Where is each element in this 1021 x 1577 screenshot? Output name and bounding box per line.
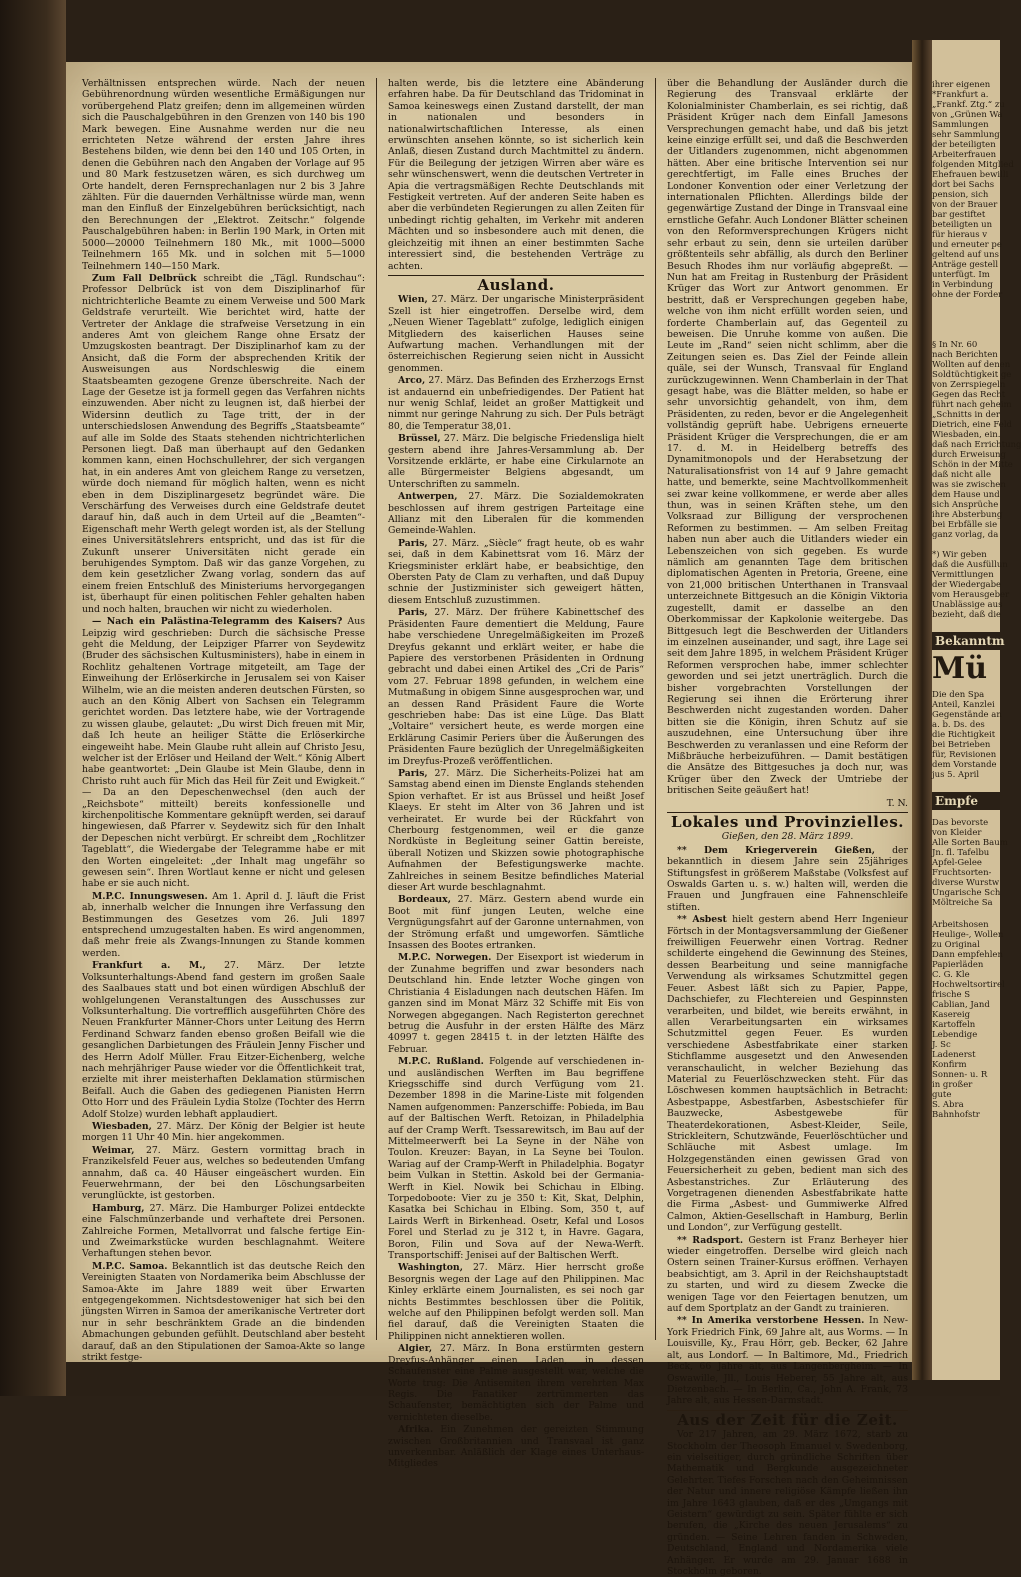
- article-lead: Hamburg,: [92, 1202, 145, 1214]
- article-weimar: [82, 1145, 365, 1202]
- adjacent-text-line: Kartoffeln: [932, 1020, 976, 1030]
- article-hamburg: [82, 1203, 365, 1260]
- article-text: 27. März. Die Sicherheits-Polizei hat am Samstag abend einen im Dienste Englands stehenden Spion verhaftet. Er ist aus Brüssel und heißt Josef Klaeys. Er steht im Alter von 36 Jahren und ist verheiratet. Er wurde bei der Rückfahrt von Cherbourg festgenommen, weil er die ganze Nordküste in Begleitung seiner Gattin bereiste, überall Notizen und Skizzen sowie photographische Aufnahmen der Befestigungswerke machte. Zahlreiches in seinem Besitze befindliches Material dieser Art wurde beschlagnahmt.: [388, 767, 644, 894]
- article-asbest: [667, 914, 908, 1233]
- article-text: 27. März. Gestern vormittag brach in Franzikelsfeld Feuer aus, welches so bedeutenden Umfang annahm, daß ca. 40 Häuser eingeäschert wurden. Ein Feuerwehrmann, der bei den Löschungsarbeiten verunglückte, ist gestorben.: [82, 1144, 365, 1202]
- adjacent-text-line: bei Betrieben: [932, 740, 991, 750]
- adjacent-text-line: Konfirm: [932, 1060, 967, 1070]
- article-lead: Algier,: [398, 1343, 433, 1355]
- adjacent-text-line: dem Vorstande: [932, 760, 997, 770]
- adjacent-text-line: *Frankfurt a.: [932, 90, 989, 100]
- article-text: Am 1. April d. J. läuft die Frist ab, innerhalb welcher die Innungen ihre Verfassung den Bestimmungen des Gesetzes vom 26. Juli 1897 entsprechend umzugestalten haben. Es wird angenommen, daß mehr freie als Zwangs-Innungen zu Stande kommen werden.: [82, 890, 365, 959]
- article-swedenborg: Vor 217 Jahren, am 29. März 1672, starb zu Stockholm der Theosoph Emanuel v. Swedenborg, ein vielseitiger, durch gründliche Schriften über Mathematik und Bergkunde ausgezeichneter Gelehrter. Tiefes Forschen nach den Geheimnissen der Natur und innere religiöse Kämpfe ließen ihn im Jahre 1643 glauben, daß er des „Umgangs mit Geistern“ gewürdigt zu sein. Später fühlte er sich berufen, die „Kirche des neuen Jerusalems“ zu gründen. — Seine Lehren fanden in Schweden, Deutschland, England und Nordamerika viele Anhänger. Er wurde am 29. Januar 1688 in Stockholm geboren.: [667, 1429, 908, 1577]
- adjacent-text-line: und erneuter pe: [932, 240, 1002, 250]
- article-text: In New-York Friedrich Fink, 69 Jahre alt, aus Worms. — In Louisville, Ky., Frau Hörr, geb. Becker, 62 Jahre alt, aus Londorf. — In Baltimore, Md., Friedrich Beck, 66 Jahre alt, aus Langenbergheim. — In Oswawille, Jll., Louis Heberer, 55 Jahre alt, aus Dietzenbach. — In Berlin, Ca., John A. Frank, 73 Jahre alt, aus Hessen-Darmstadt.: [667, 1315, 908, 1407]
- article-frankfurt: [82, 960, 365, 1120]
- article-wien: [388, 294, 644, 374]
- dateline: Gießen, den 28. März 1899.: [721, 831, 854, 843]
- article-text: Ein Zunehmen der gereizten Stimmung zwischen Großbritannien und Transvaal ist ganz unverkennbar. Anläßlich der Klage eines Unterhaus-Mitgliedes: [388, 1424, 644, 1470]
- adjacent-text-line: Soldtüchtigkeit ge: [932, 370, 1012, 380]
- adjacent-text-line: für hieraus v: [932, 230, 988, 240]
- adjacent-text-line: was sie zwischen: [932, 480, 1006, 490]
- left-binding-shadow: [0, 0, 66, 1396]
- article-delbrueck: [82, 273, 365, 615]
- article-paris-1: [388, 538, 644, 606]
- adjacent-text-line: Arbeitshosen: [932, 920, 989, 930]
- article-text: der bekanntlich in diesem Jahre sein 25jähriges Stiftungsfest in größerem Maßstabe (Volksfest auf Oswalds Garten u. s. w.) halten will, werden die Frauen und Jungfrauen eine Fahnenschleife stiften.: [667, 844, 908, 913]
- article-text: 27. März. Die Hamburger Polizei entdeckte eine Falschmünzerbande und verhaftete drei Personen. Zahlreiche Formen, Metallvorrat und falsche fertige Ein- und Zweimarkstücke wurden beschlagnahmt. Weitere Verhaftungen stehen bevor.: [82, 1202, 365, 1260]
- article-lead: — Nach ein Palästina-Telegramm des Kaisers?: [92, 616, 343, 628]
- article-lead: M.P.C. Rußland.: [398, 1056, 484, 1068]
- article-signature: T. N.: [886, 797, 908, 809]
- adjacent-text-line: ganz vorlag, da: [932, 530, 999, 540]
- adjacent-text-line: jus 5. April: [932, 770, 980, 780]
- adjacent-text-line: Vermittlungen: [932, 570, 994, 580]
- adjacent-text-line: durch Erweisung: [932, 450, 1006, 460]
- article-antwerpen: [388, 491, 644, 537]
- adjacent-text-line: S. Abra: [932, 1100, 964, 1110]
- adjacent-text-line: Cablian, Jand: [932, 1000, 990, 1010]
- adjacent-page-strip: [932, 40, 1021, 1380]
- article-innungswesen: [82, 891, 365, 959]
- article-norwegen: [388, 952, 644, 1055]
- article-text: Folgende auf verschiedenen in- und ausländischen Werften im Bau begriffene Kriegsschiffe sind durch Verfügung vom 21. Dezember 1898 in die Marine-Liste mit folgenden Namen aufgenommen: Panzerschiffe: Pobieda, im Bau auf der Baltischen Werft. Retoizan, in Philadelphia auf der Cramp Werft. Tsessarewitsch, im Bau auf der Mittelmeerwerft bei La Seyne in der Nähe von Toulon. Kreuzer: Bayan, in La Seyne bei Toulon. Wariag auf der Cramp-Werft in Philadelphia. Bogatyr beim Vulkan in Stettin. Askold bei der Germania-Werft in Kiel. Nowik bei Schichau in Elbing. Torpedoboote: Vier zu je 350 t: Kit, Skat, Delphin, Kasatka bei Schichau in Elbing. Som, 350 t, auf Lairds Werft in Birkenhead. Osetr, Kefal und Losos Forel und Sterlad zu je 312 t, in Havre. Gagara, Boron, Filin und Sova auf der Newa-Werft. Transportschiff: Jenisei auf der Baltischen Werft.: [388, 1056, 644, 1262]
- article-text: Aus Leipzig wird geschrieben: Durch die sächsische Presse geht die Meldung, der Leipziger Pfarrer von Seydewitz (Bruder des sächsischen Kultusministers), habe in einem in Rochlitz gehaltenen Vortrage mitgeteilt, am Tage der Einweihung der Erlöserkirche in Jerusalem sei von Kaiser Wilhelm, wie an die meisten anderen deutschen Fürsten, so auch an den König Albert von Sachsen ein Telegramm gerichtet worden. Das letztere habe, wie der Vortragende zu wissen glaube, gelautet: „Du wirst Dich freuen mit Mir, daß Ich heute an heiliger Stätte die Erlöserkirche eingeweiht habe. Mein Glaube ruht allein auf Christo Jesu, welcher ist der Erlöser und Heiland der Welt.“ König Albert habe geantwortet: „Dein Glaube ist Mein Glaube, denn in Christo ruht auch für Mich das Heil für Zeit und Ewigkeit.“ — Da an den Depeschenwechsel (den auch der „Reichsbote“ mitteilt) bereits konfessionelle und kirchenpolitische Kommentare geknüpft werden, sei darauf hingewiesen, daß Pfarrer v. Seydewitz sich für den Inhalt der Depeschen nicht verbürgt. Er schreibt dem „Rochlitzer Tageblatt“, die Wiedergabe der Telegramme habe er mit den Worten eingeleitet: „der Inhalt mag ungefähr so gewesen sein“. Ihren Wortlaut kenne er nicht und gelesen habe er sie auch nicht.: [82, 616, 365, 890]
- adjacent-text-line: Heulige-, Wollen: [932, 930, 1004, 940]
- article-text: 27. März. Der ungarische Ministerpräsident Szell ist hier eingetroffen. Derselbe wird, dem „Neuen Wiener Tageblatt“ zufolge, lediglich einigen Mitgliedern des kaiserlichen Hauses seine Aufwartung machen. Verhandlungen mit der österreichischen Regierung seien nicht in Aussicht genommen.: [388, 294, 644, 374]
- article-lead: Paris,: [398, 767, 428, 779]
- adjacent-text-middle: [932, 340, 1021, 620]
- article-bordeaux: [388, 894, 644, 951]
- article-lead: Paris,: [398, 607, 428, 619]
- article-paris-3: [388, 768, 644, 893]
- adjacent-text-line: gute: [932, 1090, 952, 1100]
- adjacent-text-line: Bahnhofstr: [932, 1110, 980, 1120]
- article-lead: Zum Fall Delbrück: [92, 272, 197, 284]
- article-arco: [388, 375, 644, 432]
- adjacent-text-line: die Richtigkeit: [932, 730, 996, 740]
- article-text: 27. März. Die belgische Friedensliga hielt gestern abend ihre Jahres-Versammlung ab. Der Vorsitzende erklärte, er habe eine Cirkularnote an alle Bürgermeister Belgiens abgesandt, um Unterschriften zu sammeln.: [388, 433, 644, 490]
- column-rule-2: [655, 78, 656, 1340]
- article-text: hielt gestern abend Herr Ingenieur Förtsch in der Montagsversammlung der Gießener freiwilligen Feuerwehr einen Vortrag. Redner schilderte eingehend die Gewinnung des Steines, dessen Bearbeitung und seine mannigfache Verwendung als wirksames Schutzmittel gegen Feuer. Asbest läßt sich zu Papier, Pappe, Dachschiefer, zu Flechtereien und Gespinnsten verarbeiten, und bildet, wie bereits erwähnt, in allen Verarbeitungsarten ein wirksames Schutzmittel gegen Feuer. Es wurden verschiedene Asbestfabrikate einer starken Stichflamme ausgesetzt und den Anwesenden veranschaulicht, in welcher Beziehung das Material zu Feuerlöschzwecken steht. Für das Löschwesen kommen hauptsächlich in Betracht: Asbestpappe, Asbestfarben, Asbestschiefer für Bauzwecke, Asbestgewebe für Theaterdekorationen, Asbest-Kleider, Seile, Strickleitern, Schutzwände, Feuerlöschtücher und Schläuche mit Asbest umlage. Im Holzgegenständen einen gewissen Grad von Feuersicherheit zu geben, bedient man sich des Asbestanstriches. Zur Erläuterung des Vorgetragenen dienenden Asbestfabrikate hatte die Firma „Asbest- und Gummiwerke Alfred Calmon, Aktien-Gesellschaft in Hamburg, Berlin und London“, zur Verfügung gestellt.: [667, 914, 908, 1234]
- article-text: schreibt die „Tägl. Rundschau“: Professor Delbrück ist von dem Disziplinarhof für nichtrichterliche Beamte zu einem Verweise und 500 Mark Geldstrafe verurteilt. Wie berichtet wird, hatte der Vertreter der Anklage die strafweise Versetzung in ein anderes Amt von gleichem Range ohne Ersatz der Umzugskosten beantragt. Der Disziplinarhof kam zu der Ansicht, daß die Form der absprechenden Kritik der Ausweisungen aus Nordschleswig die einem Staatsbeamten gezogene Grenze überschreite. Nach der Lage der Gesetze ist ja formell gegen das Verfahren nichts einzuwenden. Aber nicht zu leugnen ist, daß hierbei der Widersinn deutlich zu Tage tritt, der in der unterschiedslosen Anwendung des Begriffs „Staatsbeamte“ auf alle im Solde des Staats stehenden nichtrichterlichen Personen liegt. Daß man überhaupt auf den Gedanken kommen kann, einen Hochschullehrer, der sich vergangen hat, in ein anderes Amt von gleichem Range zu versetzen, würde doch niemand für möglich halten, wenn es nicht eben in dem Disziplinargesetz begründet wäre. Die Verschärfung des Verweises durch eine Geldstrafe deutet darauf hin, daß auch in dem Urteil auf die „Beamten“-Eigenschaft mehr Werth gelegt worden ist, als der Stellung eines Universitätslehrers entspricht, und das ist für die Zukunft unserer Universitäten nicht gerade ein beruhigendes Symptom. Daß wir das ganze Vorgehen, zu dem kein gesetzlicher Zwang vorlag, sondern das auf einem freien Entschluß des Ministeriums hervorgegangen ist, überhaupt für einen politischen Fehler gehalten haben und noch halten, brauchen wir nicht zu wiederholen.: [82, 272, 365, 615]
- adjacent-text-line: Wollten auf denen: [932, 360, 1011, 370]
- article-palestine-telegram: [82, 616, 365, 890]
- adjacent-text-line: J. Sc: [932, 1040, 951, 1050]
- adjacent-text-line: sich Ansprüche: [932, 500, 999, 510]
- adjacent-text-line: von der Brauer: [932, 200, 998, 210]
- adjacent-text-line: Apfel-Gelee: [932, 858, 982, 868]
- adjacent-text-line: Arbeiterfrauen: [932, 150, 997, 160]
- adjacent-text-line: ihrer eigenen: [932, 80, 991, 90]
- adjacent-text-line: geltend auf uns: [932, 250, 999, 260]
- adjacent-text-line: daß nicht alle: [932, 470, 991, 480]
- article-paris-2: [388, 607, 644, 767]
- adjacent-text-line: Ehefrauen bewilli: [932, 170, 1009, 180]
- adjacent-text-line: Jn. fl. Tafelbu: [932, 848, 990, 858]
- adjacent-text-line: Hochweltsortirel: [932, 980, 1005, 990]
- adjacent-text-line: Ladenerst: [932, 1050, 976, 1060]
- adjacent-text-line: a. b. Ds. des: [932, 720, 985, 730]
- article-algier: [388, 1343, 644, 1423]
- adjacent-text-line: pension, sich: [932, 190, 989, 200]
- article-lead: ** Asbest: [677, 914, 727, 926]
- article-lead: ** Dem Kriegerverein Gießen,: [677, 844, 876, 856]
- adjacent-ad-box-1: Bekanntm: [932, 632, 1000, 650]
- article-radsport: [667, 1235, 908, 1315]
- article-text: 27. März. Hier herrscht große Besorgnis wegen der Lage auf den Philippinen. Mac Kinley erklärte einem Journalisten, es sei noch gar nichts Bestimmtes beschlossen über die Politik, welche auf den Philippinen befolgt werden soll. Man fiel darauf, daß die Vereinigten Staaten die Philippinen nicht annektieren wollen.: [388, 1262, 644, 1342]
- article-samoa: [82, 1261, 365, 1364]
- adjacent-text-line: dem Hause und: [932, 490, 1000, 500]
- adjacent-text-line: von Zerrspiegeln: [932, 380, 1006, 390]
- adjacent-text-line: der Wiedergabe: [932, 580, 1002, 590]
- article-samoa-continued: halten werde, bis die letztere eine Abänderung erfahren habe. Da für Deutschland das Tridominat in Samoa keineswegs einen Zustand darstellt, der man in nationalen und besonders in nationalwirtschaftlichen Interesse, als einen erwünschten ansehen könnte, so ist sicherlich kein Anlaß, diesen Zustand durch Machtmittel zu ändern. Für die Beilegung der jetzigen Wirren aber wäre es sehr wünschenswert, wenn die deutschen Vertreter in Apia die vertragsmäßigen Rechte Deutschlands mit Festigkeit vertreten. Auf der anderen Seite haben es aber die verbündeten Regierungen zu allen Zeiten für unbedingt richtig gehalten, im Verkehr mit anderen Mächten und so insbesondere auch mit denen, die gleichzeitig mit ihnen an einer bestimmten Sache interessiert sind, die bestehenden Verträge zu achten.: [388, 78, 644, 272]
- adjacent-text-line: Alle Sorten Baum: [932, 838, 1008, 848]
- article-text: 27. März. In Bona erstürmten gestern Dreyfus-Anhänger einen Laden, in dessen Schaufenster eine Palme ausgestellt war, welche die Worte trug: Die Antisemiten ihrem verehrten Max Regis. Die Fanatiker zertrümmerten das Schaufenster, bemächtigten sich der Palme und vernichteten dieselbe.: [388, 1343, 644, 1423]
- adjacent-text-line: Gegenstände an: [932, 710, 1002, 720]
- article-lead: Wien,: [398, 294, 428, 306]
- adjacent-text-line: Das bevorste: [932, 818, 989, 828]
- adjacent-text-line: vom Herausgeber: [932, 590, 1010, 600]
- adjacent-text-line: ohne der Forder: [932, 290, 1003, 300]
- article-telephone-fees: Verhältnissen entsprechen würde. Nach der neuen Gebührenordnung würden wesentliche Ermäßigungen nur vorübergehend Platz greifen; denn im allgemeinen würden sich die Pauschalgebühren in den Grenzen von 140 bis 190 Mark bewegen. Eine Ausnahme werden nur die neu errichteten Netze während der ersten Jahre ihres Bestehens bilden, wie denn bei den 140 und 105 Orten, in denen die Gebühren nach den Angaben der Vorlage auf 95 und 80 Mark festzusetzen wären, es sich durchweg um Orte handelt, deren Fernsprechanlagen nur 2 bis 3 Jahre zählten. Für die dauernden Verhältnisse würde man, wenn man den Einfluß der Einzelgebühren berücksichtigt, nach den Berechnungen der „Elektrot. Zeitschr.“ folgende Pauschalgebühren haben: in Berlin 190 Mark, in Orten mit 5000—20000 Teilnehmern 180 Mk., mit 1000—5000 Teilnehmern 165 Mk. und in solchen mit 5—1000 Teilnehmern 140—150 Mark.: [82, 78, 365, 272]
- article-lead: ** Radsport.: [677, 1234, 744, 1246]
- adjacent-ad-text-1: [932, 690, 1000, 780]
- adjacent-text-line: Die den Spa: [932, 690, 985, 700]
- article-transvaal: über die Behandlung der Ausländer durch die Regierung des Transvaal erklärte der Kolonialminister Chamberlain, es sei richtig, daß Präsident Krüger nach dem Einfall Jamesons Versprechungen gemacht habe, und daß bis jetzt keine einzige erfüllt sei, und daß die Beschwerden der Uitlanders zugenommen, nicht abgenommen hätten. Aber eine britische Intervention sei nur gerechtfertigt, im Falle eines Bruches der Londoner Konvention oder einer Verletzung der internationalen Pflichten. Allerdings bilde der gegenwärtige Zustand der Dinge in Transvaal eine ernstliche Gefahr. Auch Londoner Blätter scheinen von den Reformversprechungen Krügers nicht sehr erbaut zu sein, denn sie urteilen darüber größtenteils sehr abfällig, als durch den Berliner Besuch Rhodes ihm nur vorläufig abgepreßt. — Nun hat am Freitag in Rustenburg der Präsident Krüger das Wort zur Antwort genommen. Er bestritt, daß er Versprechungen gegeben habe, welche von ihm nicht erfüllt worden seien, und forderte Chamberlain auf, das Gegenteil zu beweisen. Die Unruhe komme von außen. Die Leute im „Rand“ seien nicht schlimm, aber die Zeitungen seien es. Das Ziel der Feinde allein quäle, sei der Wunsch, Transvaal für England zurückzugewinnen. Wenn Chamberlain in der That gesagt habe, was die Blätter melden, so habe er sehr unvorsichtig gehandelt, von ihm, dem Präsidenten, zu reden, bevor er die Angelegenheit vollständig geprüft habe. Uebrigens erneuerte Präsident Krüger die Versprechungen, die er am 17. d. M. in Heidelberg betreffs des Dynamitmonopols und der Herabsetzung der Naturalisationsfrist von 14 auf 9 Jahre gemacht hatte, und bemerkte, seine Machtvollkommenheit sei zwar keine vollkommene, er werde aber alles thun, was in seinen Kräften stehe, um den Volksraad zur Billigung der versprochenen Reformen zu bestimmen. — Am selben Freitag haben nun aber auch die Uitlanders wieder ein Lebenszeichen von sich gegeben. Es wurde nämlich am genannten Tage dem britischen diplomatischen Agenten in Pretoria, Greene, eine von 21,000 britischen Unterthanen in Transvaal unterzeichnete Bittgesuch an die Königin Viktoria zugestellt, damit er dasselbe an den Oberkommissar der Kapkolonie weitergebe. Das Bittgesuch legt die Beschwerden der Uitlanders im einzelnen auseinander, und sagt, ihre Lage sei seit dem Jahre 1895, in welchem Präsident Krüger Reformen versprochen habe, immer schlechter geworden und sei jetzt unerträglich. Durch die bisher vorgebrachten Vorstellungen der Regierung sei ihnen die Erörterung ihrer Beschwerden nicht zugestanden worden. Daher bitten sie die Königin, ihren Schutz auf sie auszudehnen, eine Untersuchung über ihre Beschwerden zu veranlassen und eine Reform der Mißbräuche herbeizuführen. — Damit bestätigen die Ansätze des Bittgesuches ja doch nur, was Krüger über den Zweck der Umtriebe der britischen Seite geäußert hat!: [667, 78, 908, 797]
- article-wiesbaden: [82, 1121, 365, 1144]
- article-lead: Afrika.: [398, 1424, 434, 1436]
- adjacent-text-line: der beteiligten: [932, 140, 996, 150]
- adjacent-text-line: [932, 540, 1000, 550]
- adjacent-text-line: Fruchtsorten-: [932, 868, 992, 878]
- adjacent-ad-box-2: Empfe: [932, 792, 1000, 810]
- article-text: 27. März. Der König der Belgier ist heute morgen 11 Uhr 40 Min. hier angekommen.: [82, 1120, 365, 1144]
- article-text: 27. März. Gestern abend wurde ein Boot mit fünf jungen Leuten, welche eine Vergnügungsfahrt auf der Garonne unternahmen, von der Strömung erfaßt und umgeworfen. Sämtliche Insassen des Bootes ertranken.: [388, 894, 644, 952]
- column-right: [667, 78, 908, 1577]
- adjacent-text-line: *) Wir geben: [932, 550, 987, 560]
- article-text: Der Eisexport ist wiederum in der Zunahme begriffen und zwar besonders nach Deutschland hin. Ende letzter Woche gingen von Christiania 4 Eisladungen nach deutschen Häfen. Im ganzen sind im Monat März 32 Schiffe mit Eis von Norwegen abgegangen. Nach Registerton gerechnet betrug die Ausfuhr in der ersten Hälfte des März 40997 t. gegen 28415 t. in der letzten Hälfte des Februar.: [388, 952, 644, 1055]
- article-text: Bekanntlich ist das deutsche Reich den Vereinigten Staaten von Nordamerika beim Abschlusse der Samoa-Akte im Jahre 1889 weit über Erwarten entgegengekommen. Nichtsdestoweniger hat sich bei den jüngsten Wirren in Samoa der amerikanische Vertreter dort nur in sehr beschränktem Grade an die bindenden Abmachungen gebunden gefühlt. Deutschland aber besteht darauf, daß an den Stipulationen der Samoa-Akte so lange strikt festge-: [82, 1260, 365, 1364]
- adjacent-text-line: § In Nr. 60: [932, 340, 978, 350]
- article-text: 27. März. „Siècle“ fragt heute, ob es wahr sei, daß in dem Kabinettsrat vom 16. März der Kriegsminister erklärt habe, er beabsichtige, den Obersten Paty de Clam zu verhaften, und daß Dupuy schnie der Justizminister sich geweigert hätten, diesem Entschluß zuzustimmen.: [388, 537, 644, 606]
- adjacent-text-line: bar gestiftet: [932, 210, 986, 220]
- adjacent-text-line: diverse Wurstw: [932, 878, 1000, 888]
- adjacent-text-line: „Frankf. Ztg.“ zu: [932, 100, 1005, 110]
- adjacent-text-top: [932, 80, 1014, 300]
- article-text: Gestern ist Franz Berheyer hier wieder eingetroffen. Derselbe wird gleich nach Ostern seinen Trainer-Kursus eröffnen. Verhayen beabsichtigt, am 3. April in der Reichshauptstadt zu starten, und wird zu diesem Zwecke die wenigen Tage vor den Feiertagen benutzen, um auf dem Sportplatz an der Gandt zu trainieren.: [667, 1234, 908, 1315]
- adjacent-text-line: bei Erbfälle sie: [932, 520, 998, 530]
- adjacent-text-line: Dietrich, eine Feld: [932, 420, 1012, 430]
- adjacent-text-line: nach Berichten: [932, 350, 998, 360]
- adjacent-text-line: bezieht, daß die: [932, 610, 1002, 620]
- adjacent-text-line: dort bei Sachs: [932, 180, 995, 190]
- article-russland: [388, 1056, 644, 1261]
- article-text: 27. März. Der frühere Kabinettschef des Präsidenten Faure dementiert die Meldung, Faure habe verschiedene Unregelmäßigkeiten im Prozeß Dreyfus gekannt und erklärt weiter, er habe die Papiere des verstorbenen Präsidenten in Ordnung gebracht und dabei einen Artikel des „Cri de Paris“ vom 27. Februar 1898 gefunden, in welchem eine Mutmaßung in obigem Sinne ausgesprochen war, und an dessen Rand Präsident Faure die Worte geschrieben habe: Das ist eine Lüge. Das Blatt „Voltaire“ versichert heute, es werde morgen eine Erklärung Casimir Periers über die Äußerungen des Präsidenten Faure bezüglich der Unregelmäßigkeiten im Dreyfus-Prozeß veröffentlichen.: [388, 607, 644, 767]
- adjacent-text-line: Kasereig: [932, 1010, 971, 1020]
- adjacent-text-line: Ungarische Sch: [932, 888, 1001, 898]
- page-fold-gutter: [912, 40, 932, 1380]
- section-heading-ausland: Ausland.: [477, 275, 555, 294]
- adjacent-text-line: Gegen das Recht: [932, 390, 1006, 400]
- adjacent-text-line: führt nach geheim: [932, 400, 1012, 410]
- adjacent-ad-text-2: [932, 818, 1008, 908]
- adjacent-text-line: für, Revisionen: [932, 750, 997, 760]
- article-lead: Weimar,: [92, 1144, 135, 1156]
- section-heading-lokales: Lokales und Provinzielles.: [671, 813, 904, 831]
- column-middle: [388, 78, 644, 1470]
- article-lead: Bordeaux,: [398, 894, 451, 906]
- adjacent-text-line: Schön in der Mitte: [932, 460, 1013, 470]
- article-lead: Wiesbaden,: [92, 1120, 152, 1132]
- article-lead: Arco,: [398, 375, 426, 387]
- article-lead: Antwerpen,: [398, 491, 458, 503]
- article-lead: Paris,: [398, 537, 428, 549]
- adjacent-text-line: von Kleider: [932, 828, 982, 838]
- adjacent-ad-big-letters: Mü: [932, 651, 988, 686]
- article-bruessel: [388, 433, 644, 490]
- adjacent-text-line: Sammlungen: [932, 120, 989, 130]
- adjacent-text-line: frische S: [932, 990, 971, 1000]
- adjacent-text-line: Lebendige: [932, 1030, 978, 1040]
- adjacent-text-line: daß nach Errichtung: [932, 440, 1021, 450]
- adjacent-text-line: unterfügt. Im: [932, 270, 990, 280]
- adjacent-text-bottom: [932, 920, 1005, 1120]
- adjacent-text-line: sehr Sammlung: [932, 130, 1000, 140]
- adjacent-text-line: C. G. Kle: [932, 970, 970, 980]
- adjacent-text-line: folgenden Mitglied: [932, 160, 1014, 170]
- column-rule-1: [376, 78, 377, 1340]
- adjacent-text-line: Möltreiche Sa: [932, 898, 993, 908]
- article-text: 27. März. Der letzte Volksunterhaltungs-Abend fand gestern im großen Saale des Saalbaues statt und bot einen würdigen Abschluß der wohlgelungenen Veranstaltungen des Ausschusses zur Volksunterhaltung. Die vortrefflich ausgeführten Chöre des Neuen Frankfurter Männer-Chors unter Leitung des Herrn Ferdinand Schwarz fanden ebenso großen Beifall wie die gesanglichen Darbietungen des Fräulein Jenny Fischer und des Herrn Adolf Müller. Frau Eitzer-Eichenberg, welche nach mehrjähriger Pause wieder vor die Öffentlichkeit trat, erzielte mit ihrer meisterhaften Deklamation stürmischen Beifall. Auch die Gaben des gediegenen Pianisten Herrn Otto Horr und des Fräulein Lydia Stolze (Tochter des Herrn Adolf Stolze) wurden lebhaft applaudiert.: [82, 960, 365, 1120]
- article-afrika: [388, 1424, 644, 1470]
- adjacent-text-line: daß die Ausfüllun: [932, 560, 1008, 570]
- article-lead: ** In Amerika verstorbene Hessen.: [677, 1315, 865, 1327]
- adjacent-text-line: zu Original: [932, 940, 980, 950]
- adjacent-text-line: Papierläden: [932, 960, 984, 970]
- article-lead: M.P.C. Innungswesen.: [92, 890, 208, 902]
- adjacent-text-line: in Verbindung: [932, 280, 993, 290]
- adjacent-text-line: in großer: [932, 1080, 973, 1090]
- article-lead: Frankfurt a. M.,: [92, 960, 206, 972]
- column-left: [82, 78, 365, 1364]
- adjacent-text-line: Unablässige aus: [932, 600, 1003, 610]
- section-heading-aus-der-zeit: Aus der Zeit für die Zeit.: [677, 1410, 898, 1429]
- article-kriegerverein: [667, 845, 908, 913]
- article-amerika-hessen: [667, 1315, 908, 1406]
- article-text: 27. März. Die Sozialdemokraten beschlossen auf ihrem gestrigen Parteitage eine Allianz mit den Liberalen für die kommenden Gemeinde-Wahlen.: [388, 491, 644, 537]
- article-lead: M.P.C. Norwegen.: [398, 952, 492, 964]
- article-washington: [388, 1262, 644, 1342]
- article-lead: Washington,: [398, 1262, 463, 1274]
- adjacent-text-line: Dann empfehlen: [932, 950, 1003, 960]
- article-lead: M.P.C. Samoa.: [92, 1260, 168, 1272]
- article-text: 27. März. Das Befinden des Erzherzogs Ernst ist andauernd ein unbefriedigendes. Der Patient hat nur wenig Schlaf, leidet an großer Mattigkeit und nimmt nur geringe Nahrung zu sich. Der Puls beträgt 80, die Temperatur 38,01.: [388, 375, 644, 432]
- adjacent-text-line: Anteil, Kanzlei: [932, 700, 995, 710]
- adjacent-text-line: von „Grünen Wa: [932, 110, 1003, 120]
- adjacent-text-line: Wiesbaden, ein.: [932, 430, 1001, 440]
- adjacent-text-line: „Schnitts in der: [932, 410, 1000, 420]
- adjacent-text-line: beteiligten un: [932, 220, 993, 230]
- article-lead: Brüssel,: [398, 433, 441, 445]
- adjacent-text-line: Sonnen- u. R: [932, 1070, 988, 1080]
- adjacent-text-line: Anträge gestell: [932, 260, 999, 270]
- adjacent-text-line: ihre Absterbung: [932, 510, 1003, 520]
